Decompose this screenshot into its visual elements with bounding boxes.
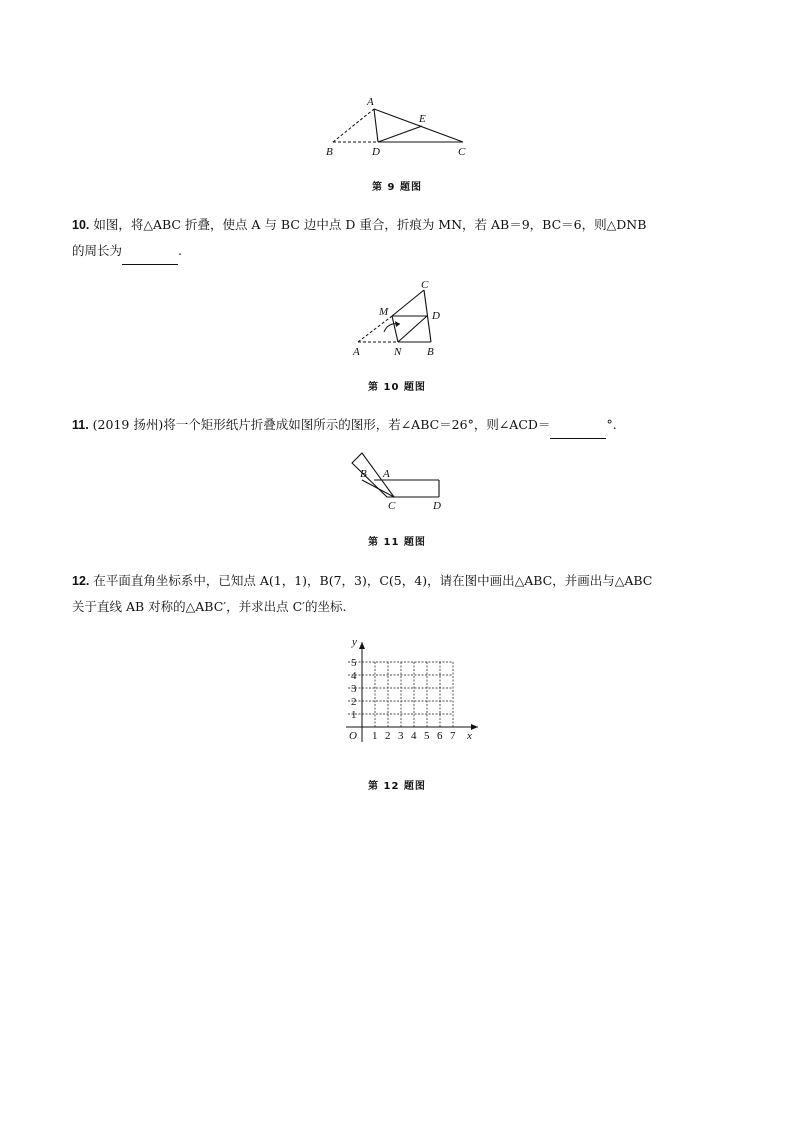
question-11-text: (2019 扬州)将一个矩形纸片折叠成如图所示的图形，若∠ABC＝26°，则∠ACD＝ <box>88 417 551 432</box>
question-10-line-2 <box>72 238 732 265</box>
x-tick-label: 5 <box>424 730 430 742</box>
segment-AM-dashed <box>358 316 392 342</box>
label-D: D <box>372 146 380 158</box>
segment-BC <box>362 480 394 497</box>
label-E: E <box>419 113 426 125</box>
x-tick-label: 6 <box>437 730 443 742</box>
x-tick-label: 2 <box>385 730 391 742</box>
origin-label: O <box>349 730 357 742</box>
caption-figure-11: 第 11 题图 <box>368 537 426 548</box>
segment-MN <box>392 316 398 342</box>
question-12-number: 12. <box>72 574 90 588</box>
y-tick-label: 3 <box>351 683 357 695</box>
y-tick-label: 5 <box>351 657 357 669</box>
question-12-text: 在平面直角坐标系中，已知点 A(1，1)，B(7，3)，C(5，4)，请在图中画出△ABC，并画出与△ABC <box>89 573 653 588</box>
segment-AB-dashed <box>333 109 374 142</box>
y-axis-arrow-icon <box>359 642 365 649</box>
question-11-post: °. <box>606 417 617 432</box>
caption-figure-12: 第 12 题图 <box>368 781 426 792</box>
question-12-line-1 <box>72 568 732 594</box>
x-tick-label: 3 <box>398 730 404 742</box>
question-10-text-2: 的周长为 <box>72 243 123 258</box>
y-tick-label: 1 <box>351 709 357 721</box>
x-tick-labels <box>372 730 456 742</box>
answer-blank-11[interactable] <box>550 412 606 439</box>
segment-AD <box>374 109 378 142</box>
segment-ND <box>398 316 427 342</box>
label-B: B <box>360 468 367 480</box>
label-A: A <box>367 96 374 108</box>
y-tick-labels <box>351 657 357 721</box>
question-11 <box>72 412 732 439</box>
segment-CM <box>392 290 424 316</box>
y-tick-label: 2 <box>351 696 357 708</box>
x-tick-label: 4 <box>411 730 417 742</box>
label-D: D <box>433 500 441 512</box>
question-10-line-1 <box>72 212 732 238</box>
label-M: M <box>379 306 389 318</box>
question-12-line-2: 关于直线 AB 对称的△ABC′，并求出点 C′的坐标. <box>72 599 347 614</box>
label-N: N <box>394 346 402 358</box>
y-tick-label: 4 <box>351 670 357 682</box>
grid <box>348 662 453 727</box>
figure-9 <box>318 92 478 162</box>
figure-12 <box>338 632 488 747</box>
x-tick-label: 1 <box>372 730 378 742</box>
label-C: C <box>458 146 466 158</box>
question-10 <box>72 212 732 265</box>
label-B: B <box>326 146 333 158</box>
question-10-number: 10. <box>72 218 90 232</box>
axis-label-y: y <box>352 636 357 648</box>
label-A: A <box>383 468 390 480</box>
label-D: D <box>432 310 440 322</box>
segment-DE <box>378 126 422 142</box>
question-12 <box>72 568 732 620</box>
label-A: A <box>353 346 360 358</box>
question-10-text: 如图，将△ABC 折叠，使点 A 与 BC 边中点 D 重合，折痕为 MN，若 AB＝9，BC＝6，则△DNB <box>89 217 647 232</box>
x-axis-arrow-icon <box>471 724 478 730</box>
question-11-number: 11. <box>72 418 89 432</box>
x-tick-label: 7 <box>450 730 456 742</box>
caption-figure-9: 第 9 题图 <box>372 182 422 193</box>
caption-figure-10: 第 10 题图 <box>368 382 426 393</box>
label-B: B <box>427 346 434 358</box>
figure-11 <box>344 448 454 514</box>
axis-label-x: x <box>467 730 472 742</box>
question-10-period: . <box>178 243 182 258</box>
answer-blank-10[interactable] <box>122 238 178 265</box>
fold-arrowhead-icon <box>395 321 400 327</box>
label-C: C <box>421 279 429 291</box>
figure-10 <box>346 278 456 360</box>
label-C: C <box>388 500 396 512</box>
